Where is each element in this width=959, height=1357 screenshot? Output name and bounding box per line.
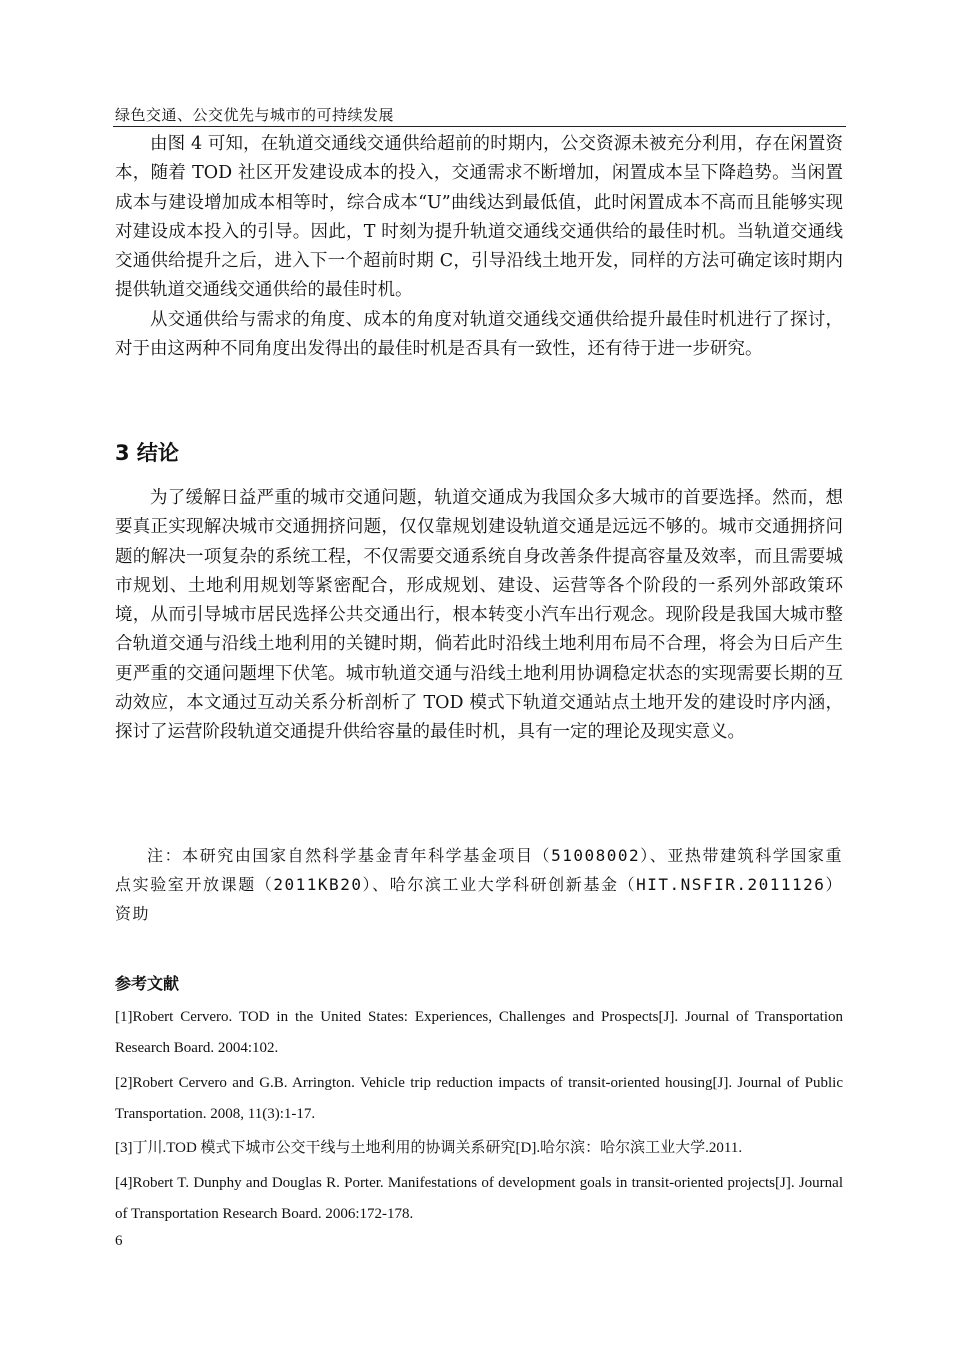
running-header: 绿色交通、公交优先与城市的可持续发展 <box>115 106 395 124</box>
references-list <box>115 1002 843 1233</box>
header-rule <box>113 126 846 127</box>
section-heading-conclusion: 3 结论 <box>115 441 179 465</box>
conclusion-block <box>115 484 843 748</box>
funding-note: 注：本研究由国家自然科学基金青年科学基金项目（51008002）、亚热带建筑科学国家重点实验室开放课题（2011KB20）、哈尔滨工业大学科研创新基金（HIT.NSFIR.2011126）资助 <box>115 846 843 923</box>
reference-item: [2]Robert Cervero and G.B. Arrington. Vehicle trip reduction impacts of transit-oriented housing[J]. Journal of Public Transportation. 2008, 11(3):1-17. <box>115 1074 843 1122</box>
paragraph-conclusion: 为了缓解日益严重的城市交通问题，轨道交通成为我国众多大城市的首要选择。然而，想要真正实现解决城市交通拥挤问题，仅仅靠规划建设轨道交通是远远不够的。城市交通拥挤问题的解决一项复杂的系统工程，不仅需要交通系统自身改善条件提高容量及效率，而且需要城市规划、土地利用规划等紧密配合，形成规划、建设、运营等各个阶段的一系列外部政策环境，从而引导城市居民选择公共交通出行，根本转变小汽车出行观念。现阶段是我国大城市整合轨道交通与沿线土地利用的关键时期，倘若此时沿线土地利用布局不合理，将会为日后产生更严重的交通问题埋下伏笔。城市轨道交通与沿线土地利用协调稳定状态的实现需要长期的互动效应，本文通过互动关系分析剖析了 TOD 模式下轨道交通站点土地开发的建设时序内涵，探讨了运营阶段轨道交通提升供给容量的最佳时机，具有一定的理论及现实意义。 <box>115 488 843 743</box>
reference-item: [3]丁川.TOD 模式下城市公交干线与土地利用的协调关系研究[D].哈尔滨：哈尔滨工业大学.2011. <box>115 1140 743 1156</box>
page-number: 6 <box>115 1233 123 1249</box>
paragraph-discussion: 从交通供给与需求的角度、成本的角度对轨道交通线交通供给提升最佳时机进行了探讨，对于由这两种不同角度出发得出的最佳时机是否具有一致性，还有待于进一步研究。 <box>115 309 843 360</box>
references-title: 参考文献 <box>115 974 180 993</box>
paragraph-cost-analysis: 由图 4 可知，在轨道交通线交通供给超前的时期内，公交资源未被充分利用，存在闲置资本，随着 TOD 社区开发建设成本的投入，交通需求不断增加，闲置成本呈下降趋势。当闲置成本与建设增加成本相等时，综合成本“U”曲线达到最低值，此时闲置成本不高而且能够实现对建设成本投入的引导。因此，T 时刻为提升轨道交通线交通供给的最佳时机。当轨道交通线交通供给提升之后，进入下一个超前时期 C，引导沿线土地开发，同样的方法可确定该时期内提供轨道交通线交通供给的最佳时机。 <box>115 134 843 301</box>
reference-item: [4]Robert T. Dunphy and Douglas R. Porter. Manifestations of development goals in transit-oriented projects[J]. Journal of Transportation Research Board. 2006:172-178. <box>115 1174 843 1222</box>
reference-item: [1]Robert Cervero. TOD in the United States: Experiences, Challenges and Prospects[J]. Journal of Transportation Research Board. 2004:102. <box>115 1009 843 1056</box>
body-text-top <box>115 130 843 364</box>
